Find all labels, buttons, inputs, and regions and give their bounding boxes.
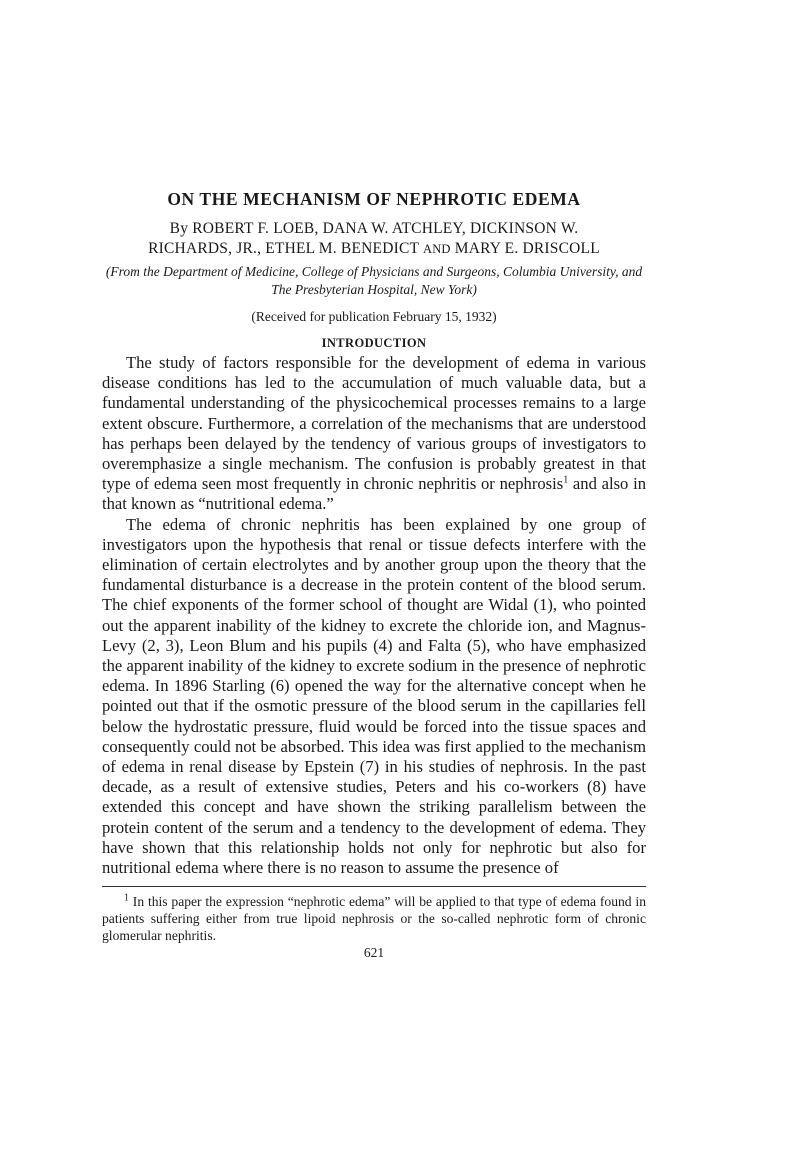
page-number: 621 [363, 945, 385, 961]
footnote: $^1$ In this paper the expression “nephrotic edema” will be applied to that type of edema found in patients suffering either from true lipoid nephrosis or the so-called nephrotic form of chronic glomerular nephritis. [102, 892, 646, 944]
footnote-marker: 1 [124, 892, 129, 904]
section-heading: INTRODUCTION [321, 336, 427, 350]
author-block [102, 219, 646, 259]
author-line-1: By ROBERT F. LOEB, DANA W. ATCHLEY, DICKINSON W. [169, 220, 579, 237]
article-page [102, 188, 646, 961]
affiliation: (From the Department of Medicine, College of Physicians and Surgeons, Columbia University, and The Presbyterian Hospital, New York) [105, 264, 643, 297]
author-and: AND [422, 242, 451, 256]
footnote-ref[interactable]: 1 [563, 474, 569, 486]
paragraph-2: The edema of chronic nephritis has been explained by one group of investigators upon the hypothesis that renal or tissue defects interfere with the elimination of certain electrolytes and by another group upon the theory that the fundamental disturbance is a decrease in the protein content of the blood serum. The chief exponents of the former school of thought are Widal (1), who pointed out the apparent inability of the kidney to excrete the chloride ion, and Magnus-Levy (2, 3), Leon Blum and his pupils (4) and Falta (5), who have emphasized the apparent inability of the kidney to excrete sodium in the presence of nephrotic edema. In 1896 Starling (6) opened the way for the alternative concept when he pointed out that if the osmotic pressure of the blood serum in the capillaries fell below the hydrostatic pressure, fluid would be forced into the tissue spaces and consequently could not be absorbed. This idea was first applied to the mechanism of edema in renal disease by Epstein (7) in his studies of nephrosis. In the past decade, as a result of extensive studies, Peters and his co-workers (8) have extended this concept and have shown the striking parallelism between the protein content of the serum and a tendency to the development of edema. They have shown that this relationship holds not only for nephrotic but also for nutritional edema where there is no reason to assume the presence of [102, 514, 646, 878]
author-by: By [169, 220, 189, 237]
footnote-divider [102, 886, 646, 887]
article-title: ON THE MECHANISM OF NEPHROTIC EDEMA [167, 189, 581, 209]
paragraph-1: The study of factors responsible for the development of edema in various disease conditions has led to the accumulation of much valuable data, but a fundamental understanding of the physicochemical processes remains to a large extent obscure. Furthermore, a correlation of the mechanisms that are understood has perhaps been delayed by the tendency of various groups of investigators to overemphasize a single mechanism. The confusion is probably greatest in that type of edema seen most frequently in chronic nephritis or nephrosis$^1$ and also in that known as “nutritional edema.” [102, 353, 646, 514]
author-line-2: RICHARDS, JR., ETHEL M. BENEDICT AND MARY E. DRISCOLL [148, 240, 600, 257]
received-date: (Received for publication February 15, 1932) [251, 309, 497, 324]
